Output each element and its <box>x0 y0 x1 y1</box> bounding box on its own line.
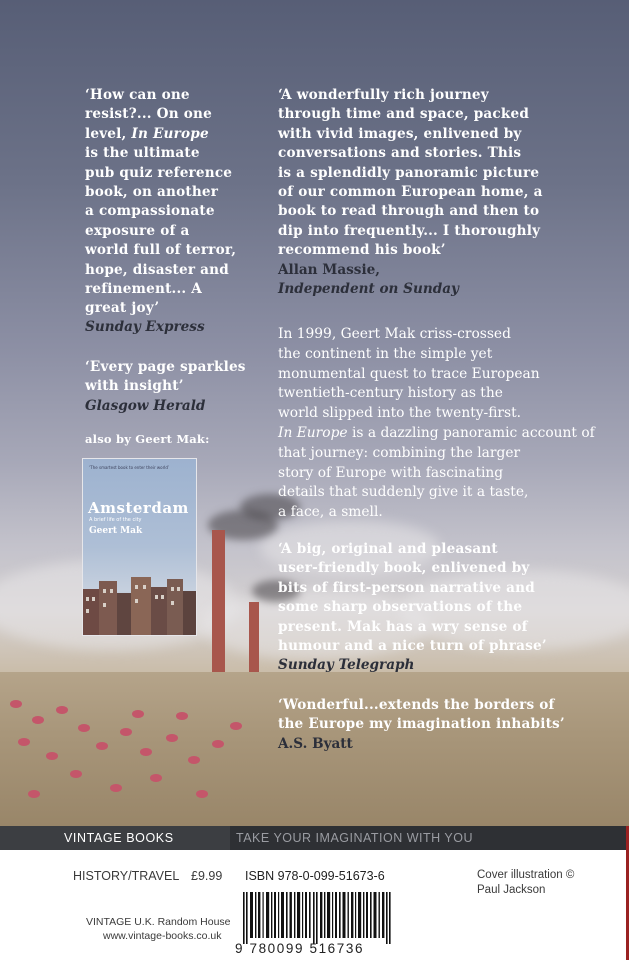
poppy <box>70 770 82 778</box>
poppy <box>132 710 144 718</box>
quote-as-byatt: ‘Wonderful...extends the borders of the Europe my imagination inhabits’ <box>278 697 565 733</box>
attribution-sunday-express: Sunday Express <box>85 319 205 335</box>
poppy <box>140 748 152 756</box>
barcode <box>243 892 391 944</box>
publisher-band <box>0 826 629 850</box>
poppy <box>212 740 224 748</box>
category-label: HISTORY/TRAVEL <box>73 869 180 883</box>
amsterdam-book-cover <box>82 458 197 636</box>
chimney <box>212 530 225 680</box>
mini-book-title: Amsterdam <box>88 499 189 517</box>
isbn-label: ISBN 978-0-099-51673-6 <box>245 869 385 883</box>
mini-book-subtitle: A brief life of the city <box>89 517 142 523</box>
poppy <box>28 790 40 798</box>
barcode-number: 9 780099 516736 <box>235 941 365 956</box>
attribution-glasgow-herald: Glasgow Herald <box>85 398 206 414</box>
publisher-name: VINTAGE BOOKS <box>64 831 174 845</box>
book-title-italic: In Europe <box>131 125 209 142</box>
quote-sunday-telegraph: ‘A big, original and pleasant user-friendly book, enlivened by bits of first-person narrative and some sharp observations of the present. Mak has a wry sense of humour and a nice turn of phrase’ <box>278 541 547 655</box>
publisher-tagline: TAKE YOUR IMAGINATION WITH YOU <box>230 826 629 850</box>
quote-sunday-express: ‘How can one resist?... On one level, In Europe is the ultimate pub quiz reference book, on another a compassionate exposure of a world full of terror, hope, disaster and refinement... A great joy’ <box>85 87 237 317</box>
poppy <box>196 790 208 798</box>
poppy <box>32 716 44 724</box>
attribution-sunday-telegraph: Sunday Telegraph <box>278 657 415 673</box>
book-title-italic: In Europe <box>278 424 348 441</box>
publisher-line: VINTAGE U.K. Random House <box>86 916 231 928</box>
poppy <box>10 700 22 708</box>
quote-independent-on-sunday: ‘A wonderfully rich journey through time and space, packed with vivid images, enlivened by conversations and stories. This is a splendidly panoramic picture of our common European home, a book to read through and then to dip into frequently... I thoroughly recommend his book’ <box>278 87 543 259</box>
chimney <box>249 602 259 680</box>
poppy <box>150 774 162 782</box>
mini-book-author: Geert Mak <box>89 526 143 536</box>
cover-credit-line1: Cover illustration © <box>477 869 575 881</box>
poppy <box>176 712 188 720</box>
poppy <box>96 742 108 750</box>
attribution-as-byatt: A.S. Byatt <box>278 736 353 752</box>
poppy <box>78 724 90 732</box>
poppy <box>46 752 58 760</box>
poppy <box>110 784 122 792</box>
also-by-label: also by Geert Mak: <box>85 432 210 446</box>
attribution-allan-massie: Allan Massie, Independent on Sunday <box>278 262 459 298</box>
price-label: £9.99 <box>191 869 223 883</box>
book-description: In 1999, Geert Mak criss-crossed the continent in the simple yet monumental quest to trace European twentieth-century history as the world slipped into the twenty-first. In Europe is a dazzling panoramic account of that journey: combining the larger story of Europe with fascinating details that suddenly give it a taste, a face, a smell. <box>278 326 595 521</box>
quote-glasgow-herald: ‘Every page sparkles with insight’ <box>85 359 246 395</box>
poppy <box>188 756 200 764</box>
poppy <box>120 728 132 736</box>
website-label: www.vintage-books.co.uk <box>103 930 222 942</box>
poppy <box>230 722 242 730</box>
poppy <box>18 738 30 746</box>
poppy <box>56 706 68 714</box>
canal-houses-illustration <box>83 571 196 635</box>
mini-book-blurb: ‘The smartest book to enter their world’ <box>89 465 170 470</box>
cover-credit-line2: Paul Jackson <box>477 884 546 896</box>
footer-panel <box>0 850 629 960</box>
poppy <box>166 734 178 742</box>
